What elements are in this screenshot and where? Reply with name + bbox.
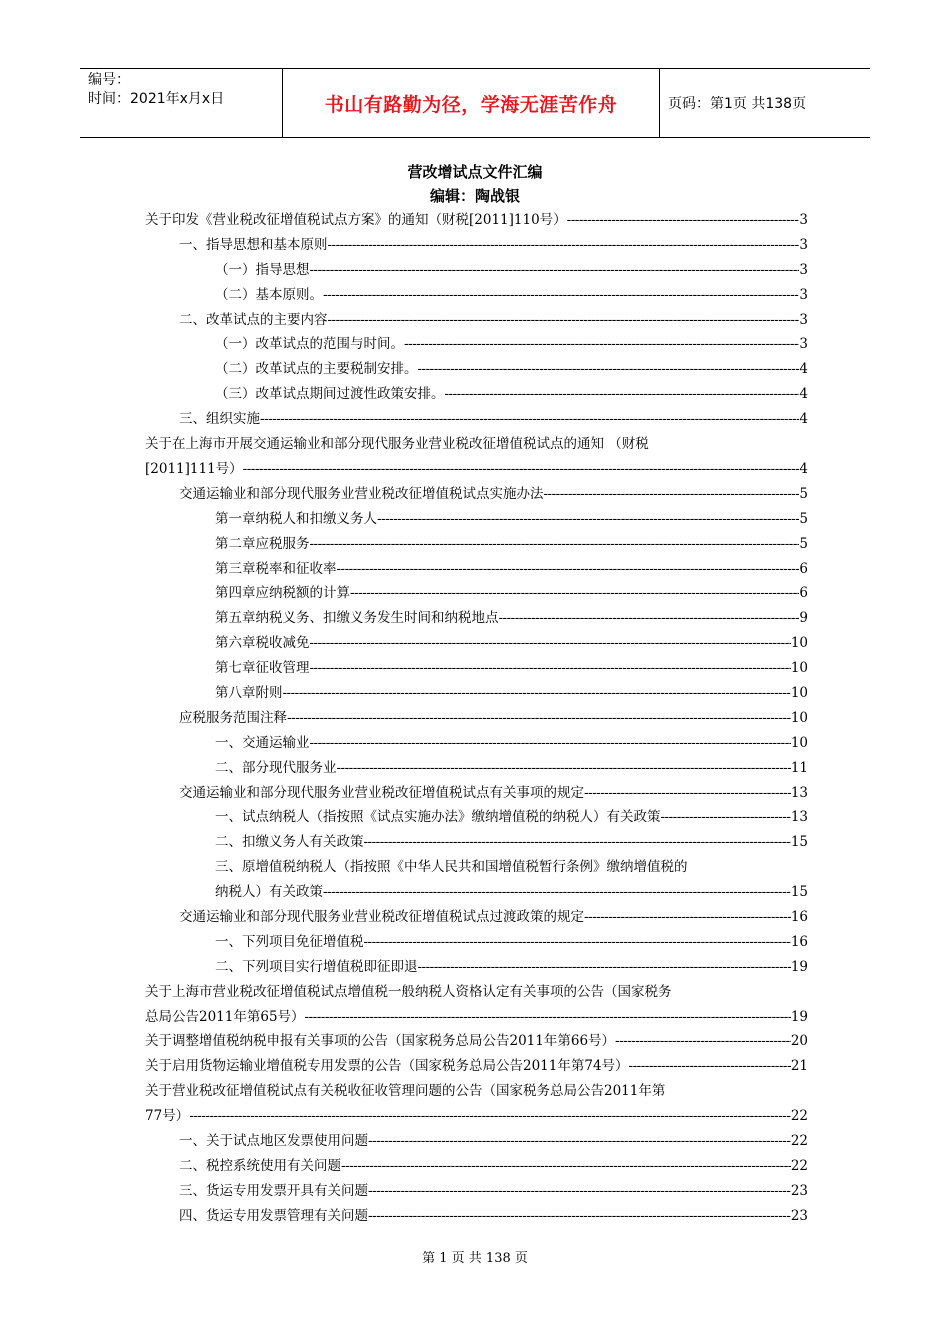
toc-page-number: 4 [799, 411, 808, 428]
toc-entry-title: 三、原增值税纳税人（指按照《中华人民共和国增值税暂行条例》缴纳增值税的 [215, 859, 688, 876]
toc-leader [350, 581, 799, 606]
toc-entry-title: 第六章税收减免 [215, 635, 310, 652]
toc-leader [418, 955, 791, 980]
toc-entry[interactable] [145, 1079, 808, 1129]
toc-entry[interactable] [145, 606, 808, 631]
toc-page-number: 10 [790, 635, 808, 652]
toc-page-number: 3 [799, 261, 808, 278]
toc-entry[interactable] [145, 905, 808, 930]
toc-entry[interactable] [145, 258, 808, 283]
toc-leader [287, 706, 791, 731]
toc-entry-title: 二、部分现代服务业 [215, 759, 337, 776]
toc-entry-title: 二、扣缴义务人有关政策 [215, 834, 364, 851]
toc-entry[interactable] [145, 432, 808, 482]
toc-entry[interactable] [145, 756, 808, 781]
toc-page-number: 21 [790, 1058, 808, 1075]
toc-page-number: 3 [799, 286, 808, 303]
toc-entry-title-cont: [2011]111号） [145, 460, 243, 477]
toc-entry[interactable] [145, 332, 808, 357]
toc-entry[interactable] [145, 581, 808, 606]
toc-leader [629, 1054, 791, 1079]
toc-page-number: 3 [799, 311, 808, 328]
toc-leader [377, 507, 799, 532]
time-label: 时间：2021年x月x日 [88, 91, 225, 107]
toc-entry-title: 关于上海市营业税改征增值税试点增值税一般纳税人资格认定有关事项的公告（国家税务 [145, 983, 672, 1000]
toc-page-number: 13 [790, 784, 808, 801]
toc-entry[interactable] [145, 532, 808, 557]
toc-page-number: 22 [790, 1133, 808, 1150]
toc-entry-title: 一、指导思想和基本原则 [179, 236, 328, 253]
toc-page-number: 5 [799, 535, 808, 552]
toc-page-number: 11 [790, 759, 808, 776]
toc-entry-title: （三）改革试点期间过渡性政策安排。 [215, 386, 445, 403]
toc-entry[interactable] [145, 830, 808, 855]
toc-leader [567, 208, 800, 233]
toc-entry[interactable] [145, 407, 808, 432]
toc-leader [499, 606, 800, 631]
toc-entry-title: 关于调整增值税纳税申报有关事项的公告（国家税务总局公告2011年第66号） [145, 1033, 616, 1050]
toc-entry-title: 第七章征收管理 [215, 660, 310, 677]
header-meta [80, 69, 282, 137]
toc-page-number: 4 [799, 386, 808, 403]
toc-page-number: 10 [790, 709, 808, 726]
toc-entry[interactable] [145, 731, 808, 756]
toc-entry-title: 三、货运专用发票开具有关问题 [179, 1182, 368, 1199]
toc-entry-title: 第四章应纳税额的计算 [215, 585, 350, 602]
toc-leader [337, 557, 800, 582]
toc-entry-title-cont: 总局公告2011年第65号） [145, 1008, 305, 1025]
toc-entry[interactable] [145, 781, 808, 806]
toc-entry-title-cont: 纳税人）有关政策 [215, 884, 323, 901]
toc-entry[interactable] [145, 308, 808, 333]
toc-leader [328, 308, 800, 333]
toc-page-number: 23 [790, 1207, 808, 1224]
toc-page-number: 3 [799, 336, 808, 353]
toc-entry-title: （二）基本原则。 [215, 286, 323, 303]
toc-entry-title: 一、交通运输业 [215, 734, 310, 751]
toc-entry-title: 第一章纳税人和扣缴义务人 [215, 510, 377, 527]
toc-entry[interactable] [145, 1054, 808, 1079]
header-motto: 书山有路勤为径，学海无涯苦作舟 [282, 69, 660, 137]
toc-entry[interactable] [145, 557, 808, 582]
toc-entry-title: （一）指导思想 [215, 261, 310, 278]
page-footer: 第 1 页 共 138 页 [422, 1251, 528, 1266]
toc-page-number: 6 [799, 585, 808, 602]
toc-page-number: 5 [799, 485, 808, 502]
toc-entry-title: 关于印发《营业税改征增值税试点方案》的通知（财税[2011]110号） [145, 212, 567, 228]
toc-leader [368, 1204, 791, 1229]
toc-page-number: 22 [790, 1108, 808, 1125]
toc-entry-title: 三、组织实施 [179, 411, 260, 428]
toc-entry[interactable] [145, 208, 808, 233]
toc-entry[interactable] [145, 706, 808, 731]
toc-page-number: 22 [790, 1157, 808, 1174]
toc-entry[interactable] [145, 955, 808, 980]
toc-entry[interactable] [145, 283, 808, 308]
toc-page-number: 16 [790, 909, 808, 925]
toc-page-number: 6 [799, 560, 808, 577]
page-header [80, 68, 870, 138]
toc-page-number: 13 [790, 809, 808, 826]
toc-leader [341, 1154, 791, 1179]
toc-leader [368, 1129, 791, 1154]
toc-page-number: 9 [799, 610, 808, 627]
toc-entry-title: 第三章税率和征收率 [215, 560, 337, 577]
toc-page-number: 19 [790, 1008, 808, 1025]
toc-leader [310, 532, 800, 557]
toc-entry[interactable] [145, 805, 808, 830]
toc-entry-title: 应税服务范围注释 [179, 709, 287, 726]
toc-entry-title: 二、下列项目实行增值税即征即退 [215, 958, 418, 975]
toc-entry[interactable] [145, 482, 808, 507]
header-page-info: 页码：第1页 共138页 [668, 96, 807, 112]
toc-leader [328, 233, 800, 258]
toc-entry-title: 关于营业税改征增值税试点有关税收征收管理问题的公告（国家税务总局公告2011年第 [145, 1083, 666, 1100]
toc-leader [615, 1029, 791, 1054]
toc-page-number: 3 [799, 236, 808, 253]
toc-leader [445, 382, 800, 407]
toc-entry-title: 一、试点纳税人（指按照《试点实施办法》缴纳增值税的纳税人）有关政策 [215, 809, 661, 826]
toc-entry-title: 关于在上海市开展交通运输业和部分现代服务业营业税改征增值税试点的通知 （财税 [145, 436, 649, 453]
toc-entry[interactable] [145, 233, 808, 258]
toc-leader [310, 656, 791, 681]
toc-leader [584, 905, 791, 930]
toc-leader [404, 332, 799, 357]
toc-entry[interactable] [145, 1204, 808, 1229]
toc-page-number: 16 [790, 933, 808, 950]
toc-page-number: 10 [790, 660, 808, 677]
toc-entry-title: 第五章纳税义务、扣缴义务发生时间和纳税地点 [215, 610, 499, 627]
document-editor: 编辑：陶战银 [429, 187, 520, 205]
toc-leader [418, 357, 800, 382]
toc-leader [283, 681, 791, 706]
toc-entry-title: 二、税控系统使用有关问题 [179, 1157, 341, 1174]
toc-page-number: 4 [799, 460, 808, 477]
toc-leader [310, 258, 800, 283]
toc-entry-title: 交通运输业和部分现代服务业营业税改征增值税试点有关事项的规定 [179, 784, 584, 801]
toc-entry-title-cont: 77号） [145, 1108, 190, 1125]
toc-entry[interactable] [145, 1029, 808, 1054]
toc-entry[interactable] [145, 855, 808, 905]
toc-entry-title: （二）改革试点的主要税制安排。 [215, 361, 418, 378]
toc-leader [310, 731, 791, 756]
toc-page-number: 15 [790, 884, 808, 901]
toc-entry[interactable] [145, 1179, 808, 1204]
toc-leader [243, 457, 800, 482]
toc-page-number: 19 [790, 958, 808, 975]
toc-leader [305, 1005, 791, 1030]
toc-entry-title: 四、货运专用发票管理有关问题 [179, 1207, 368, 1224]
toc-entry-title: 第二章应税服务 [215, 535, 310, 552]
toc-leader [364, 930, 791, 955]
toc-entry-title: 第八章附则 [215, 684, 283, 701]
toc-leader [584, 781, 791, 806]
toc-entry[interactable] [145, 357, 808, 382]
toc-entry[interactable] [145, 1154, 808, 1179]
toc-page-number: 23 [790, 1182, 808, 1199]
toc-entry[interactable] [145, 980, 808, 1030]
toc-leader [337, 756, 791, 781]
toc-entry-title: 一、关于试点地区发票使用问题 [179, 1133, 368, 1150]
toc-leader [661, 805, 791, 830]
toc-page-number: 5 [799, 510, 808, 527]
toc-entry[interactable] [145, 1129, 808, 1154]
toc-entry[interactable] [145, 382, 808, 407]
toc-entry[interactable] [145, 631, 808, 656]
toc-page-number: 10 [790, 734, 808, 751]
toc-entry[interactable] [145, 507, 808, 532]
toc-page-number: 15 [790, 834, 808, 851]
document-title: 营改增试点文件汇编 [407, 163, 543, 181]
table-of-contents [145, 208, 808, 1229]
toc-leader [368, 1179, 791, 1204]
toc-leader [310, 631, 791, 656]
toc-page-number: 4 [799, 361, 808, 378]
toc-entry-title: 一、下列项目免征增值税 [215, 933, 364, 950]
number-label: 编号： [88, 72, 130, 88]
toc-entry[interactable] [145, 681, 808, 706]
toc-leader [364, 830, 791, 855]
toc-leader [544, 482, 800, 507]
toc-leader [323, 880, 791, 905]
toc-leader [260, 407, 799, 432]
toc-page-number: 10 [790, 684, 808, 701]
toc-page-number: 20 [790, 1033, 808, 1050]
toc-entry-title: 关于启用货物运输业增值税专用发票的公告（国家税务总局公告2011年第74号） [145, 1058, 629, 1075]
toc-leader [189, 1104, 791, 1129]
toc-entry-title: 交通运输业和部分现代服务业营业税改征增值税试点实施办法 [179, 485, 544, 502]
toc-entry[interactable] [145, 656, 808, 681]
toc-entry-title: 交通运输业和部分现代服务业营业税改征增值税试点过渡政策的规定 [179, 909, 584, 925]
toc-page-number: 3 [799, 212, 808, 228]
toc-leader [323, 283, 799, 308]
toc-entry-title: 二、改革试点的主要内容 [179, 311, 328, 328]
toc-entry[interactable] [145, 930, 808, 955]
toc-entry-title: （一）改革试点的范围与时间。 [215, 336, 404, 353]
